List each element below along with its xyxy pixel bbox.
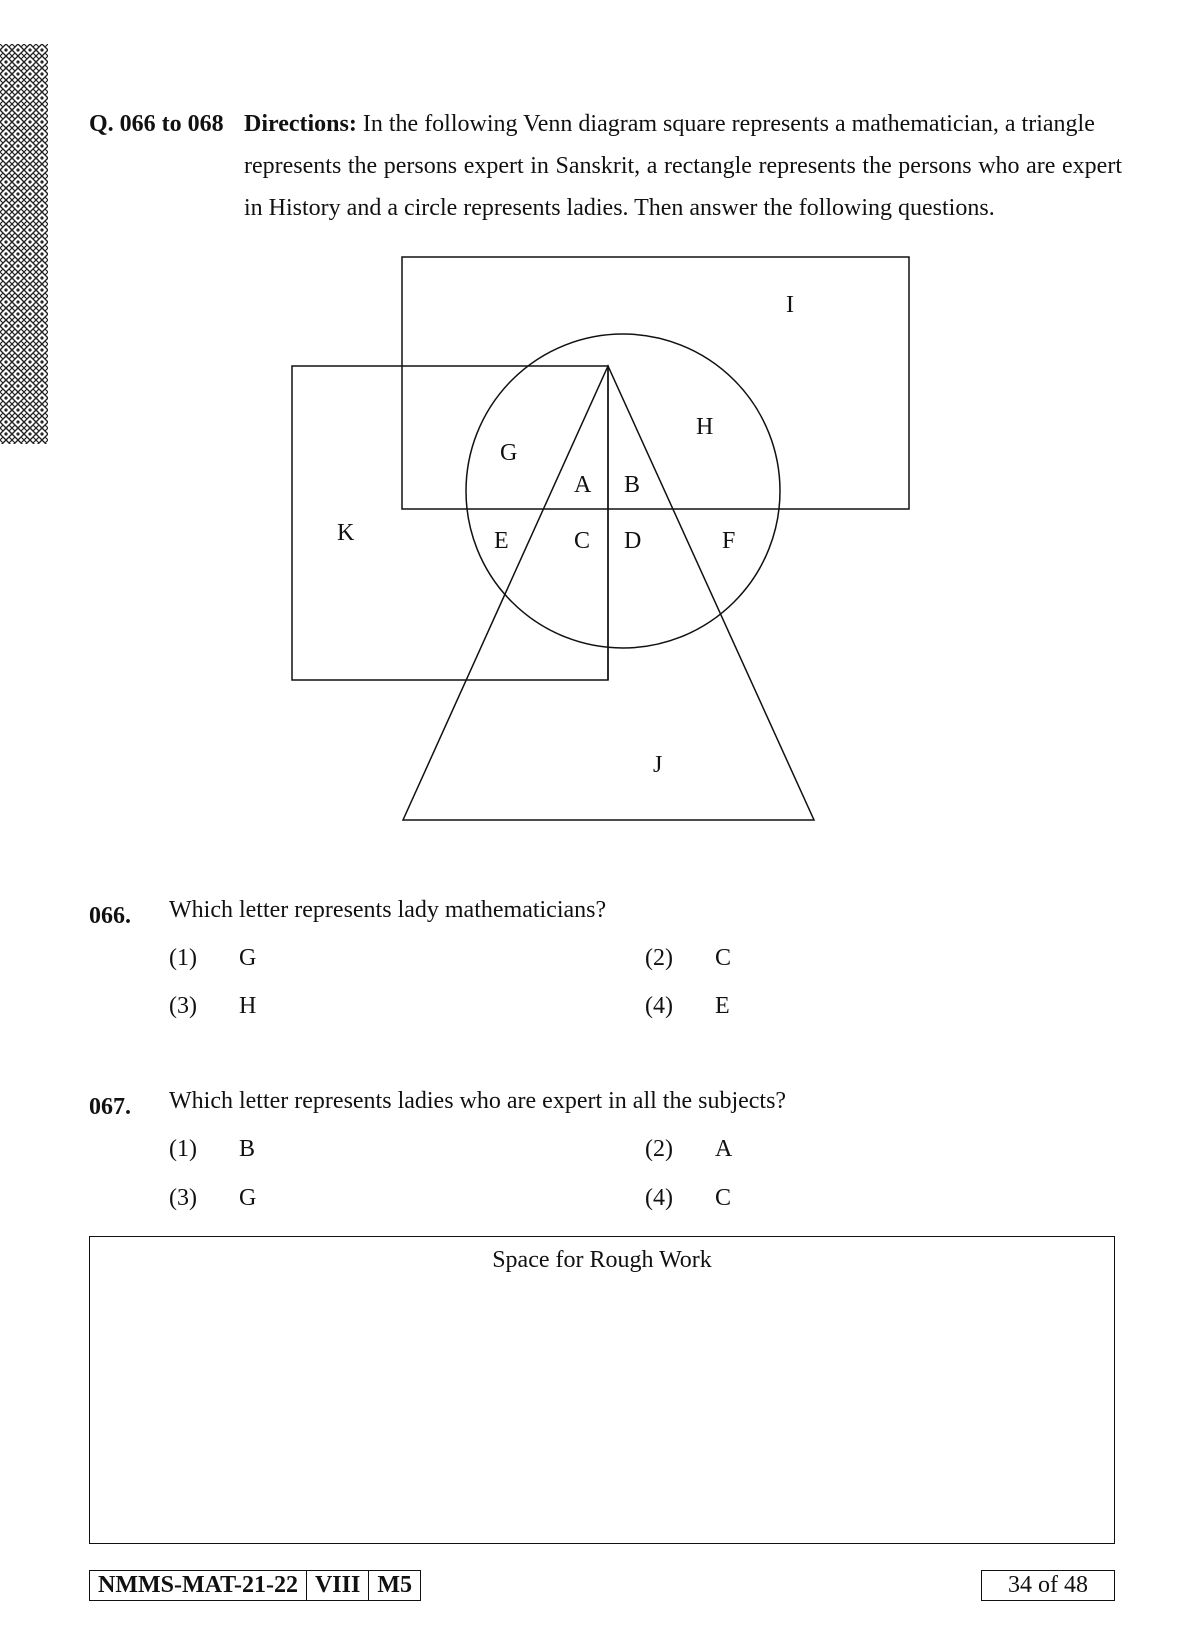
option-number: (1) [169, 1136, 197, 1162]
label-B: B [624, 472, 641, 498]
medium-label: M5 [368, 1571, 420, 1600]
question-number: 066. [89, 903, 131, 929]
directions-heading: Directions: [244, 111, 357, 137]
option [645, 945, 731, 972]
label-G: G [500, 440, 518, 466]
exam-code-box [89, 1570, 421, 1601]
label-D: D [624, 528, 642, 554]
rough-work-title: Space for Rough Work [492, 1247, 712, 1273]
page-number: 34 of 48 [981, 1570, 1115, 1601]
question-range: Q. 066 to 068 [89, 111, 224, 137]
option [169, 1136, 255, 1163]
option-number: (4) [645, 993, 673, 1019]
option [645, 993, 730, 1020]
label-E: E [494, 528, 509, 554]
option-text: C [715, 1185, 732, 1211]
option-number: (3) [169, 1185, 197, 1211]
option-text: A [715, 1136, 733, 1162]
label-A: A [574, 472, 592, 498]
option-number: (3) [169, 993, 197, 1019]
option-number: (2) [645, 1136, 673, 1162]
option-number: (4) [645, 1185, 673, 1211]
option [169, 993, 256, 1020]
question-text: Which letter represents ladies who are expert in all the subjects? [169, 1088, 787, 1114]
option [645, 1185, 731, 1212]
option-number: (1) [169, 945, 197, 971]
grade-label: VIII [306, 1571, 368, 1600]
option-text: G [239, 1185, 257, 1211]
question-number: 067. [89, 1094, 131, 1120]
question-text: Which letter represents lady mathematicians? [169, 897, 607, 923]
option-text: E [715, 993, 730, 1019]
option [169, 945, 256, 972]
option-text: H [239, 993, 257, 1019]
rough-work-box [89, 1236, 1115, 1544]
directions-text: represents the persons expert in Sanskrit, a rectangle represents the persons who are expert in History and a circle represents ladies. Then answer the following questions. [244, 153, 1122, 221]
option-text: B [239, 1136, 256, 1162]
ladies-circle [466, 334, 780, 648]
directions-line1: In the following Venn diagram square represents a mathematician, a triangle [362, 111, 1095, 137]
label-J: J [653, 752, 663, 778]
option [645, 1136, 732, 1163]
label-K: K [337, 520, 355, 546]
exam-code: NMMS-MAT-21-22 [98, 1572, 298, 1598]
option [169, 1185, 256, 1212]
option-text: G [239, 945, 257, 971]
label-F: F [722, 528, 736, 554]
label-C: C [574, 528, 591, 554]
option-text: C [715, 945, 732, 971]
label-I: I [786, 292, 794, 318]
option-number: (2) [645, 945, 673, 971]
label-H: H [696, 414, 714, 440]
